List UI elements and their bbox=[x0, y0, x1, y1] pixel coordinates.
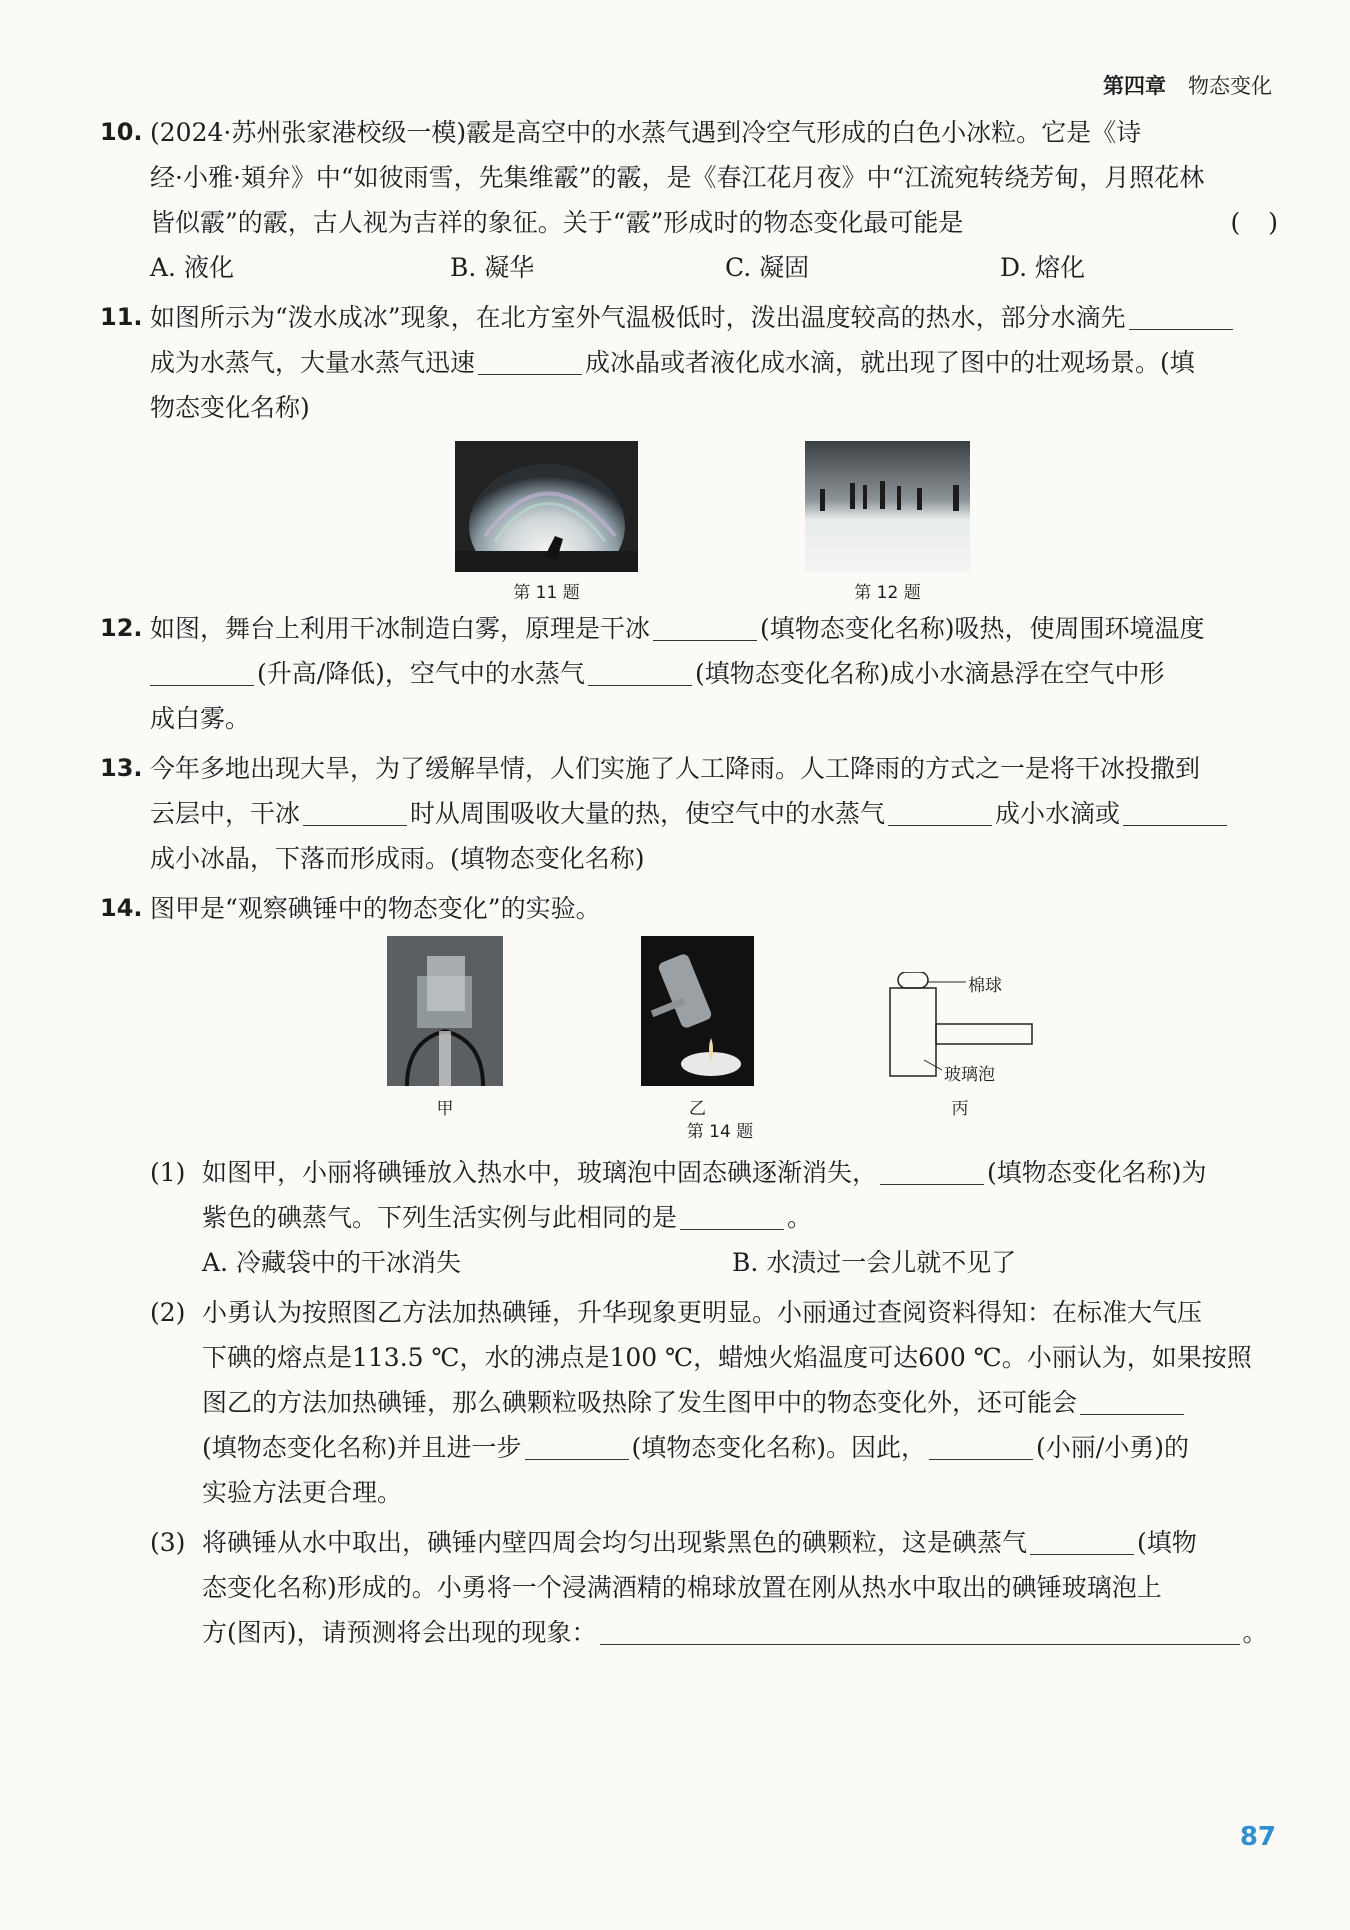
question-text: 如图甲，小丽将碘锤放入热水中，玻璃泡中固态碘逐渐消失， bbox=[202, 1158, 878, 1187]
question-number: 11. bbox=[100, 303, 143, 331]
answer-blank bbox=[880, 1154, 984, 1185]
answer-blank bbox=[1123, 795, 1227, 826]
question-text: 皆似霰”的霰，古人视为吉祥的象征。关于“霰”形成时的物态变化最可能是 bbox=[150, 208, 964, 237]
chapter-header bbox=[1103, 70, 1272, 100]
chapter-title: 物态变化 bbox=[1188, 74, 1272, 98]
question-text: (小丽/小勇)的 bbox=[1036, 1433, 1189, 1462]
chapter-number: 第四章 bbox=[1103, 74, 1166, 98]
question-number: 13. bbox=[100, 754, 143, 782]
question-text: 物态变化名称) bbox=[150, 393, 310, 422]
option-a: A. 液化 bbox=[150, 253, 234, 282]
question-text: 态变化名称)形成的。小勇将一个浸满酒精的棉球放置在刚从热水中取出的碘锤玻璃泡上 bbox=[202, 1573, 1162, 1602]
question-text: (填物态变化名称)成小水滴悬浮在空气中形 bbox=[694, 659, 1165, 688]
question-text: 方(图丙)，请预测将会出现的现象： bbox=[202, 1618, 597, 1647]
option-c: C. 凝固 bbox=[725, 253, 810, 282]
question-text: 。 bbox=[787, 1203, 813, 1232]
question-text: 如图，舞台上利用干冰制造白雾，原理是干冰 bbox=[150, 614, 651, 643]
question-text: 将碘锤从水中取出，碘锤内壁四周会均匀出现紫黑色的碘颗粒，这是碘蒸气 bbox=[202, 1528, 1028, 1557]
sub-question-number: (2) bbox=[150, 1298, 186, 1327]
question-text: 今年多地出现大旱，为了缓解旱情，人们实施了人工降雨。人工降雨的方式之一是将干冰投撒到 bbox=[150, 754, 1201, 783]
answer-blank bbox=[588, 655, 692, 686]
question-text: 如图所示为“泼水成冰”现象，在北方室外气温极低时，泼出温度较高的热水，部分水滴先 bbox=[150, 303, 1126, 332]
answer-blank bbox=[525, 1429, 629, 1460]
question-12 bbox=[100, 606, 1278, 741]
cotton-ball bbox=[898, 972, 928, 988]
cotton-ball-label: 棉球 bbox=[968, 976, 1002, 996]
figure-12-photo bbox=[805, 441, 970, 572]
question-text: (填物态变化名称)。因此， bbox=[631, 1433, 927, 1462]
question-text: 。 bbox=[1242, 1618, 1268, 1647]
question-text: 小勇认为按照图乙方法加热碘锤，升华现象更明显。小丽通过查阅资料得知：在标准大气压 bbox=[202, 1298, 1203, 1327]
figure-11-caption: 第 11 题 bbox=[513, 583, 580, 603]
page-number: 87 bbox=[1239, 1822, 1276, 1852]
question-14-part-1 bbox=[100, 1150, 1278, 1285]
answer-blank bbox=[303, 795, 407, 826]
question-text: 图甲是“观察碘锤中的物态变化”的实验。 bbox=[150, 894, 601, 923]
question-text: 经·小雅·頍弁》中“如彼雨雪，先集维霰”的霰，是《春江花月夜》中“江流宛转绕芳甸，月照花林 bbox=[150, 163, 1205, 192]
question-text: (2024·苏州张家港校级一模)霰是高空中的水蒸气遇到冷空气形成的白色小冰粒。它是《诗 bbox=[150, 118, 1142, 147]
answer-blank bbox=[888, 795, 992, 826]
question-10 bbox=[100, 110, 1306, 290]
question-text: (填物 bbox=[1137, 1528, 1197, 1557]
answer-options bbox=[150, 245, 1278, 290]
question-text: 紫色的碘蒸气。下列生活实例与此相同的是 bbox=[202, 1203, 678, 1232]
question-text: (填物态变化名称)吸热，使周围环境温度 bbox=[760, 614, 1205, 643]
question-text: 云层中，干冰 bbox=[150, 799, 301, 828]
figure-14-yi-label: 乙 bbox=[689, 1099, 706, 1119]
question-13 bbox=[100, 746, 1278, 881]
answer-blank bbox=[478, 344, 582, 375]
figure-14-jia-label: 甲 bbox=[436, 1099, 454, 1119]
option-b: B. 水渍过一会儿就不见了 bbox=[732, 1248, 1017, 1277]
question-text: 时从周围吸收大量的热，使空气中的水蒸气 bbox=[410, 799, 886, 828]
question-text: 成冰晶或者液化成水滴，就出现了图中的壮观场景。(填 bbox=[585, 348, 1195, 377]
question-text: 成小冰晶，下落而形成雨。(填物态变化名称) bbox=[150, 844, 645, 873]
answer-blank bbox=[929, 1429, 1033, 1460]
figure-14-yi-photo bbox=[641, 936, 754, 1086]
figure-14-caption: 第 14 题 bbox=[686, 1122, 754, 1142]
question-number: 12. bbox=[100, 614, 143, 642]
answer-blank bbox=[653, 610, 757, 641]
question-text: 下碘的熔点是113.5 ℃，水的沸点是100 ℃，蜡烛火焰温度可达600 ℃。小丽认为，如果按照 bbox=[202, 1343, 1252, 1372]
question-text: 图乙的方法加热碘锤，那么碘颗粒吸热除了发生图甲中的物态变化外，还可能会 bbox=[202, 1388, 1078, 1417]
answer-blank bbox=[1129, 299, 1233, 330]
answer-blank bbox=[600, 1614, 1240, 1645]
question-number: 14. bbox=[100, 894, 143, 922]
glass-bulb-label: 玻璃泡 bbox=[944, 1065, 995, 1085]
option-d: D. 熔化 bbox=[1000, 253, 1086, 282]
question-text: 实验方法更合理。 bbox=[202, 1478, 403, 1507]
answer-blank bbox=[1030, 1524, 1134, 1555]
answer-parentheses: () bbox=[1230, 208, 1306, 237]
figure-14-jia-photo bbox=[387, 936, 503, 1086]
option-b: B. 凝华 bbox=[450, 253, 535, 282]
figure-14-bing-label: 丙 bbox=[951, 1099, 969, 1119]
answer-blank bbox=[150, 655, 254, 686]
question-text: (升高/降低)，空气中的水蒸气 bbox=[257, 659, 585, 688]
answer-blank bbox=[1080, 1384, 1184, 1415]
question-text: 成小水滴或 bbox=[995, 799, 1121, 828]
question-11 bbox=[100, 295, 1278, 430]
sub-question-number: (1) bbox=[150, 1158, 186, 1187]
question-text: (填物态变化名称)为 bbox=[987, 1158, 1207, 1187]
sub-question-number: (3) bbox=[150, 1528, 186, 1557]
question-text: 成白雾。 bbox=[150, 704, 251, 733]
glass-tube bbox=[936, 1024, 1032, 1044]
figure-11-photo bbox=[455, 441, 638, 572]
figure-14-bing-diagram bbox=[884, 972, 1074, 1085]
question-14-part-2 bbox=[100, 1290, 1278, 1515]
question-text: (填物态变化名称)并且进一步 bbox=[202, 1433, 522, 1462]
question-text: 成为水蒸气，大量水蒸气迅速 bbox=[150, 348, 476, 377]
question-14 bbox=[100, 886, 1278, 931]
question-number: 10. bbox=[100, 118, 143, 146]
question-14-part-3 bbox=[100, 1520, 1278, 1655]
answer-blank bbox=[680, 1199, 784, 1230]
option-a: A. 冷藏袋中的干冰消失 bbox=[202, 1248, 461, 1277]
figure-12-caption: 第 12 题 bbox=[854, 583, 921, 603]
